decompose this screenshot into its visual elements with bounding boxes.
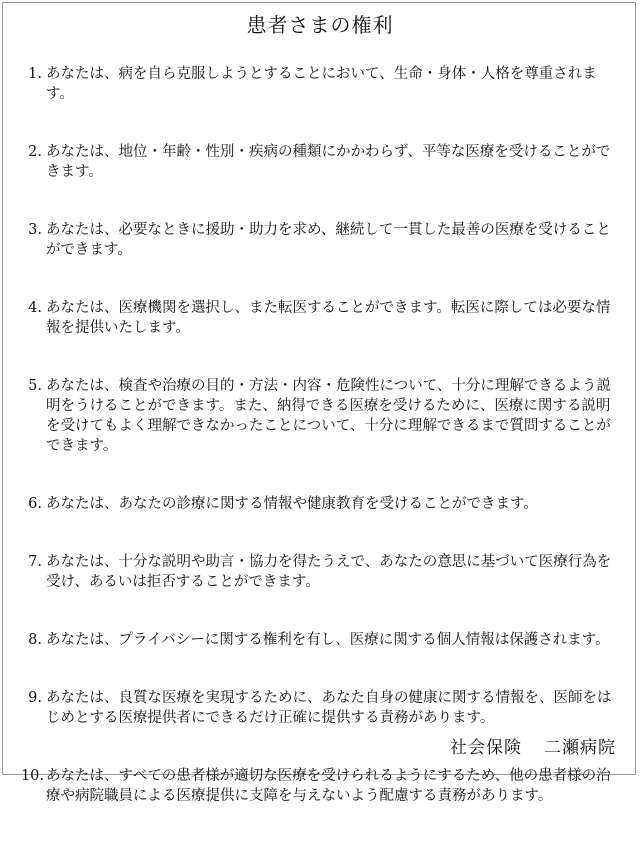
hospital-name: 二瀬病院 (544, 738, 616, 758)
list-item (16, 630, 622, 650)
item-number: 10. (20, 768, 44, 784)
page-title: 患者さまの権利 (246, 13, 394, 37)
item-text: あなたは、地位・年齢・性別・疾病の種類にかかわらず、平等な医療を受けることができます。 (46, 144, 611, 180)
item-text: あなたは、十分な説明や助言・協力を得たうえで、あなたの意思に基づいて医療行為を受け、あるいは拒否することができます。 (46, 554, 612, 590)
item-text: あなたは、あなたの診療に関する情報や健康教育を受けることができます。 (46, 496, 538, 512)
item-number: 8. (28, 632, 42, 648)
item-number: 6. (28, 496, 42, 512)
list-item (16, 766, 622, 806)
list-item (16, 142, 622, 182)
item-number: 2. (28, 144, 42, 160)
item-number: 9. (28, 690, 42, 706)
item-text: あなたは、検査や治療の目的・方法・内容・危険性について、十分に理解できるよう説明をうけることができます。また、納得できる医療を受けるために、医療に関する説明を受けてもよく理解できなかったことについて、十分に理解できるまで質問することができます。 (46, 378, 611, 454)
list-item (16, 64, 622, 104)
organization-name: 社会保険 (450, 738, 522, 758)
item-number: 5. (28, 378, 42, 394)
list-item (16, 552, 622, 592)
item-text: あなたは、プライバシーに関する権利を有し、医療に関する個人情報は保護されます。 (46, 632, 610, 648)
list-item (16, 688, 622, 728)
item-number: 1. (28, 66, 42, 82)
hospital-signature (450, 737, 616, 759)
item-text: あなたは、必要なときに援助・助力を求め、継続して一貫した最善の医療を受けることができます。 (46, 222, 611, 258)
item-number: 7. (28, 554, 42, 570)
list-item (16, 376, 622, 456)
item-text: あなたは、良質な医療を実現するために、あなた自身の健康に関する情報を、医師をはじめとする医療提供者にできるだけ正確に提供する責務があります。 (46, 690, 612, 726)
item-number: 4. (28, 300, 42, 316)
rights-list (16, 64, 622, 844)
list-item (16, 298, 622, 338)
item-number: 3. (28, 222, 42, 238)
item-text: あなたは、医療機関を選択し、また転医することができます。転医に際しては必要な情報を提供いたします。 (46, 300, 611, 336)
item-text: あなたは、すべての患者様が適切な医療を受けられるようにするため、他の患者様の治療や病院職員による医療提供に支障を与えないよう配慮する責務があります。 (46, 768, 611, 804)
item-text: あなたは、病を自ら克服しようとすることにおいて、生命・身体・人格を尊重されます。 (46, 66, 597, 102)
list-item (16, 220, 622, 260)
list-item (16, 494, 622, 514)
